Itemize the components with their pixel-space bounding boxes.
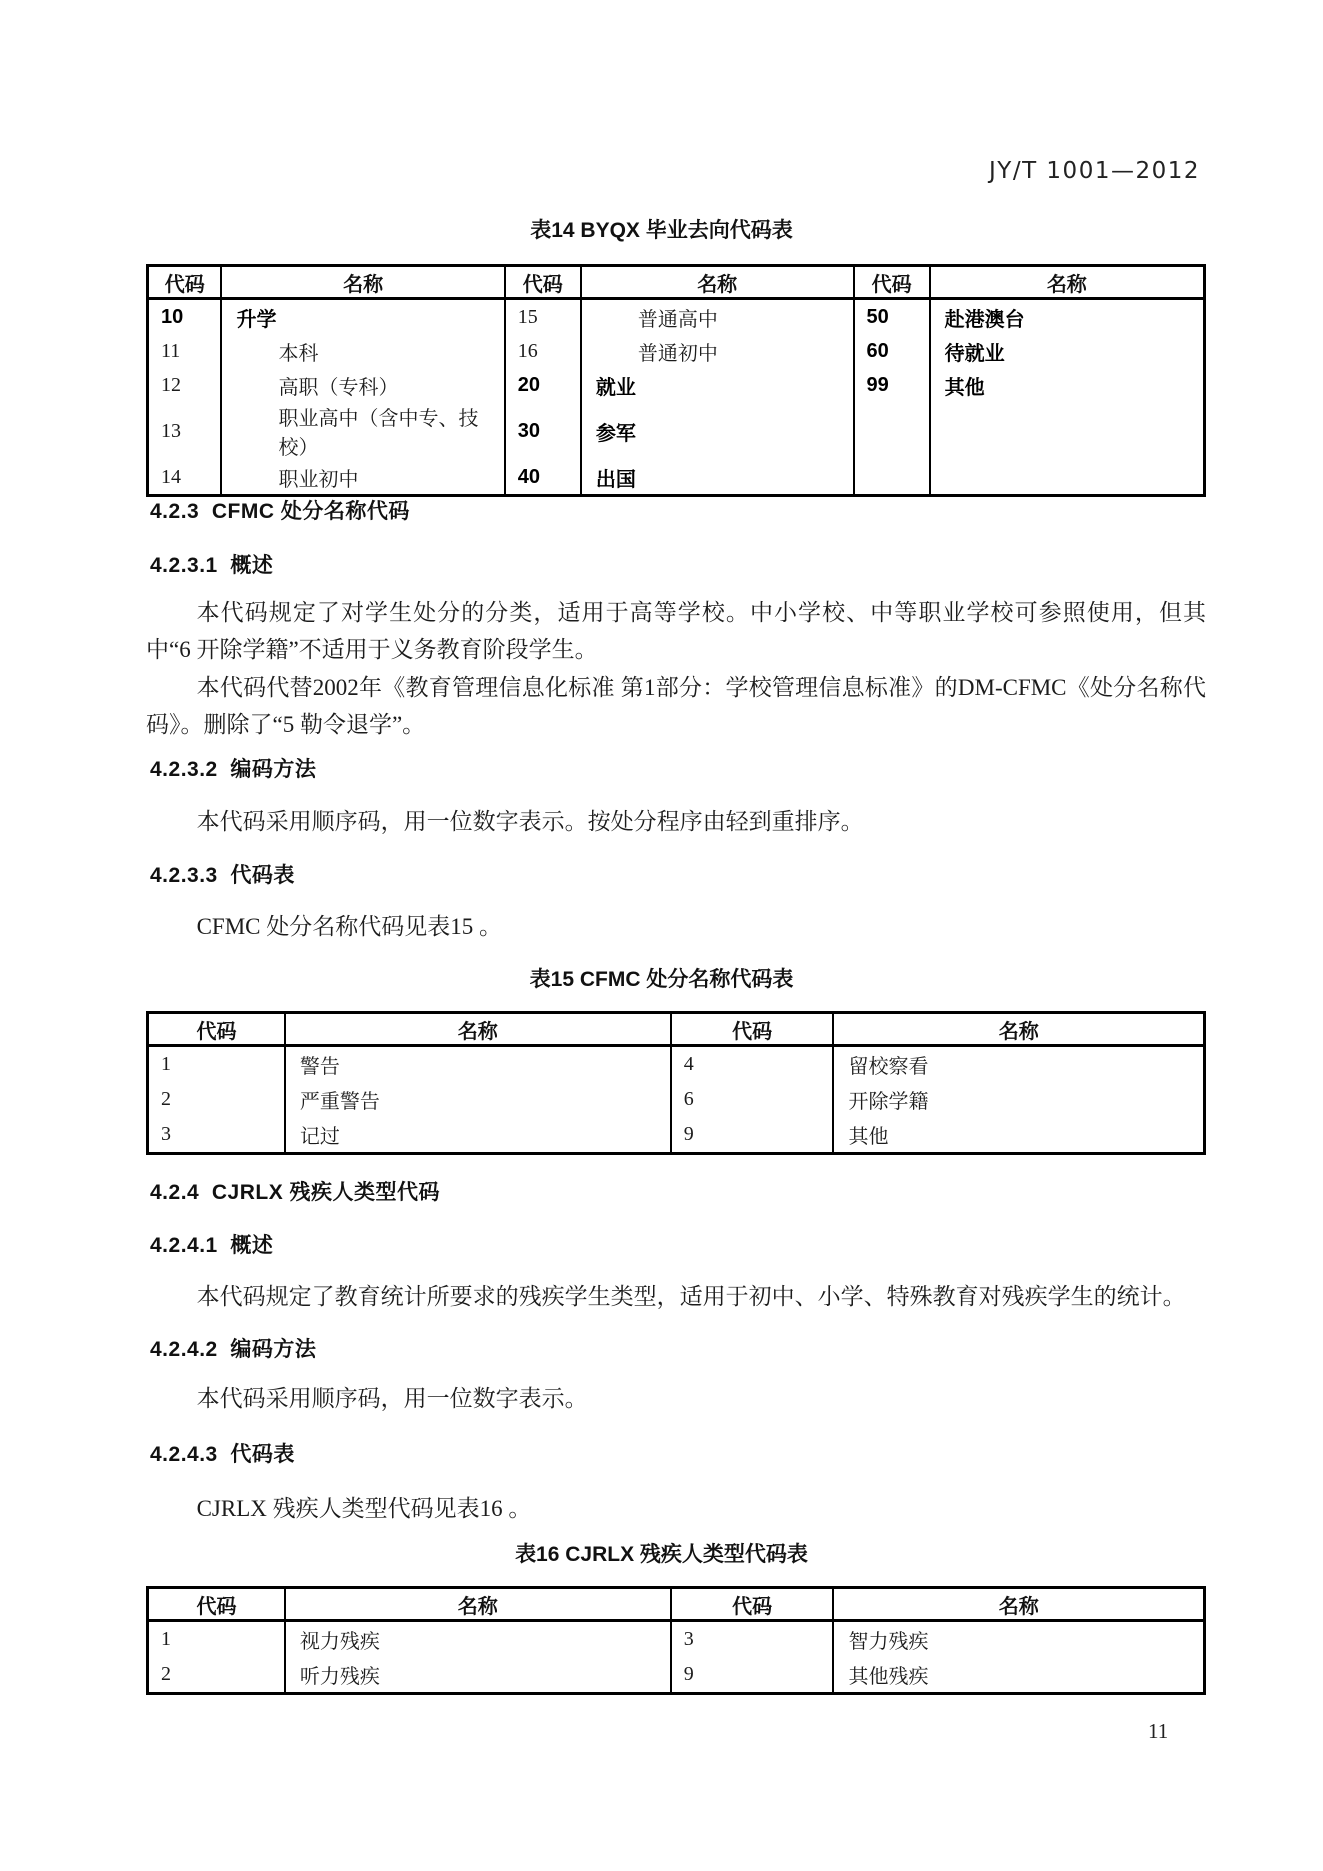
code-cell: 60	[854, 334, 930, 368]
name-cell: 视力残疾	[285, 1621, 671, 1658]
name-cell: 记过	[285, 1117, 671, 1154]
section-heading-4-2-4-1: 4.2.4.1 概述	[150, 1234, 274, 1257]
code-cell: 6	[671, 1082, 834, 1117]
table14-caption: 表14 BYQX 毕业去向代码表	[530, 219, 793, 242]
code-cell: 14	[148, 460, 222, 496]
column-header: 名称	[833, 1013, 1204, 1046]
code-cell	[854, 460, 930, 496]
code-cell: 50	[854, 299, 930, 335]
column-header: 代码	[671, 1588, 834, 1621]
name-cell: 本科	[221, 334, 504, 368]
table-row	[148, 1117, 1205, 1154]
cjrlx-disability-type-code-table	[146, 1586, 1206, 1695]
paragraph-overview-cfmc-2: 本代码代替2002年《教育管理信息化标准 第1部分：学校管理信息标准》的DM-CFMC《处分名称代码》。删除了“5 勒令退学”。	[146, 675, 1206, 737]
table16-caption: 表16 CJRLX 残疾人类型代码表	[515, 1543, 808, 1566]
column-header: 名称	[930, 266, 1205, 299]
code-cell: 99	[854, 368, 930, 402]
code-cell: 11	[148, 334, 222, 368]
column-header: 名称	[833, 1588, 1204, 1621]
name-cell: 其他	[833, 1117, 1204, 1154]
code-cell: 13	[148, 402, 222, 460]
table-row	[148, 1046, 1205, 1083]
section-heading-4-2-3-2: 4.2.3.2 编码方法	[150, 758, 317, 781]
name-cell: 待就业	[930, 334, 1205, 368]
code-cell: 40	[505, 460, 581, 496]
paragraph-see-table15: CFMC 处分名称代码见表15 。	[196, 914, 503, 939]
name-cell: 其他残疾	[833, 1657, 1204, 1694]
section-heading-4-2-4-2: 4.2.4.2 编码方法	[150, 1338, 317, 1361]
table-header-row	[148, 1588, 1205, 1621]
section-heading-4-2-3-1: 4.2.3.1 概述	[150, 554, 274, 577]
name-cell: 普通高中	[581, 299, 854, 335]
column-header: 名称	[285, 1588, 671, 1621]
name-cell: 严重警告	[285, 1082, 671, 1117]
paragraph-see-table16: CJRLX 残疾人类型代码见表16 。	[196, 1496, 532, 1521]
code-cell	[854, 402, 930, 460]
table-row	[148, 299, 1205, 335]
table-row	[148, 368, 1205, 402]
column-header: 代码	[505, 266, 581, 299]
standard-number: JY/T 1001—2012	[988, 158, 1200, 184]
name-cell: 留校察看	[833, 1046, 1204, 1083]
byqx-graduation-destination-code-table	[146, 264, 1206, 497]
section-heading-4-2-4-3: 4.2.4.3 代码表	[150, 1443, 295, 1466]
code-cell: 10	[148, 299, 222, 335]
section-heading-4-2-3-3: 4.2.3.3 代码表	[150, 864, 295, 887]
code-cell: 3	[671, 1621, 834, 1658]
name-cell: 升学	[221, 299, 504, 335]
paragraph-overview-cfmc-1: 本代码规定了对学生处分的分类，适用于高等学校。中小学校、中等职业学校可参照使用，但其中“6 开除学籍”不适用于义务教育阶段学生。	[146, 600, 1206, 662]
section-heading-4-2-3: 4.2.3 CFMC 处分名称代码	[150, 500, 410, 523]
table-header-row	[148, 1013, 1205, 1046]
table-header-row	[148, 266, 1205, 299]
cfmc-punishment-name-code-table	[146, 1011, 1206, 1155]
column-header: 名称	[221, 266, 504, 299]
paragraph-coding-method-cfmc: 本代码采用顺序码，用一位数字表示。按处分程序由轻到重排序。	[196, 809, 864, 834]
code-cell: 15	[505, 299, 581, 335]
table-row	[148, 1657, 1205, 1694]
code-cell: 12	[148, 368, 222, 402]
name-cell: 出国	[581, 460, 854, 496]
name-cell: 高职（专科）	[221, 368, 504, 402]
name-cell: 开除学籍	[833, 1082, 1204, 1117]
name-cell: 赴港澳台	[930, 299, 1205, 335]
column-header: 代码	[854, 266, 930, 299]
table-row	[148, 334, 1205, 368]
column-header: 名称	[285, 1013, 671, 1046]
name-cell: 就业	[581, 368, 854, 402]
table15-caption: 表15 CFMC 处分名称代码表	[529, 968, 794, 991]
code-cell: 20	[505, 368, 581, 402]
code-cell: 2	[148, 1657, 285, 1694]
code-cell: 9	[671, 1117, 834, 1154]
name-cell: 职业初中	[221, 460, 504, 496]
column-header: 代码	[148, 266, 222, 299]
table-row	[148, 402, 1205, 460]
name-cell: 职业高中（含中专、技校）	[221, 402, 504, 460]
section-heading-4-2-4: 4.2.4 CJRLX 残疾人类型代码	[150, 1181, 441, 1204]
code-cell: 2	[148, 1082, 285, 1117]
name-cell	[930, 402, 1205, 460]
page-number: 11	[1148, 1719, 1169, 1743]
paragraph-coding-method-cjrlx: 本代码采用顺序码，用一位数字表示。	[196, 1386, 588, 1411]
code-cell: 1	[148, 1046, 285, 1083]
column-header: 代码	[148, 1588, 285, 1621]
name-cell: 普通初中	[581, 334, 854, 368]
column-header: 代码	[671, 1013, 834, 1046]
code-cell: 3	[148, 1117, 285, 1154]
code-cell: 9	[671, 1657, 834, 1694]
name-cell: 警告	[285, 1046, 671, 1083]
name-cell: 其他	[930, 368, 1205, 402]
paragraph-overview-cjrlx: 本代码规定了教育统计所要求的残疾学生类型，适用于初中、小学、特殊教育对残疾学生的统计。	[196, 1284, 1186, 1309]
name-cell	[930, 460, 1205, 496]
table-row	[148, 460, 1205, 496]
table-row	[148, 1082, 1205, 1117]
name-cell: 参军	[581, 402, 854, 460]
table-row	[148, 1621, 1205, 1658]
code-cell: 1	[148, 1621, 285, 1658]
column-header: 名称	[581, 266, 854, 299]
code-cell: 16	[505, 334, 581, 368]
code-cell: 4	[671, 1046, 834, 1083]
code-cell: 30	[505, 402, 581, 460]
name-cell: 智力残疾	[833, 1621, 1204, 1658]
column-header: 代码	[148, 1013, 285, 1046]
name-cell: 听力残疾	[285, 1657, 671, 1694]
